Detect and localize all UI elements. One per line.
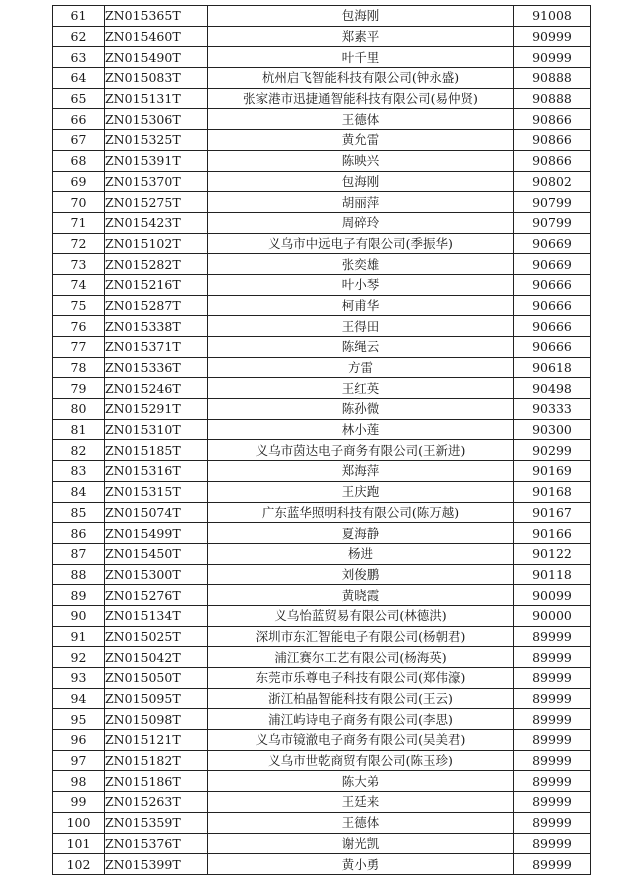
row-number: 65 xyxy=(53,88,105,109)
entry-score: 90666 xyxy=(514,337,591,358)
row-number: 80 xyxy=(53,399,105,420)
entry-score: 89999 xyxy=(514,647,591,668)
entry-code: ZN015310T xyxy=(105,419,208,440)
entry-code: ZN015460T xyxy=(105,26,208,47)
row-number: 92 xyxy=(53,647,105,668)
table-row xyxy=(53,585,591,606)
entry-code: ZN015182T xyxy=(105,750,208,771)
entry-score: 90166 xyxy=(514,523,591,544)
entry-code: ZN015376T xyxy=(105,833,208,854)
entry-score: 90118 xyxy=(514,564,591,585)
entry-code: ZN015371T xyxy=(105,337,208,358)
entrant-name: 义乌市世乾商贸有限公司(陈玉珍) xyxy=(208,750,514,771)
row-number: 62 xyxy=(53,26,105,47)
entry-score: 90669 xyxy=(514,233,591,254)
entry-score: 89999 xyxy=(514,750,591,771)
row-number: 71 xyxy=(53,212,105,233)
entry-score: 90799 xyxy=(514,192,591,213)
entry-code: ZN015050T xyxy=(105,668,208,689)
row-number: 102 xyxy=(53,854,105,875)
entry-code: ZN015042T xyxy=(105,647,208,668)
row-number: 84 xyxy=(53,481,105,502)
entrant-name: 东莞市乐尊电子科技有限公司(郑伟濠) xyxy=(208,668,514,689)
entrant-name: 广东蓝华照明科技有限公司(陈万越) xyxy=(208,502,514,523)
entry-score: 90866 xyxy=(514,109,591,130)
entrant-name: 郑素平 xyxy=(208,26,514,47)
entrant-name: 义乌市中远电子有限公司(季振华) xyxy=(208,233,514,254)
entrant-name: 王廷来 xyxy=(208,792,514,813)
table-row xyxy=(53,274,591,295)
entry-score: 90333 xyxy=(514,399,591,420)
entrant-name: 方雷 xyxy=(208,357,514,378)
entry-score: 90000 xyxy=(514,605,591,626)
entry-score: 90300 xyxy=(514,419,591,440)
entry-code: ZN015216T xyxy=(105,274,208,295)
table-row xyxy=(53,150,591,171)
entry-code: ZN015121T xyxy=(105,730,208,751)
entrant-name: 黄晓霞 xyxy=(208,585,514,606)
table-row xyxy=(53,709,591,730)
table-row xyxy=(53,730,591,751)
entry-score: 90099 xyxy=(514,585,591,606)
entrant-name: 林小莲 xyxy=(208,419,514,440)
row-number: 68 xyxy=(53,150,105,171)
row-number: 86 xyxy=(53,523,105,544)
table-row xyxy=(53,461,591,482)
row-number: 100 xyxy=(53,812,105,833)
entrant-name: 陈孙微 xyxy=(208,399,514,420)
entrant-name: 包海刚 xyxy=(208,171,514,192)
entry-score: 90866 xyxy=(514,150,591,171)
table-row xyxy=(53,502,591,523)
row-number: 95 xyxy=(53,709,105,730)
entry-code: ZN015300T xyxy=(105,564,208,585)
row-number: 78 xyxy=(53,357,105,378)
table-row xyxy=(53,68,591,89)
entry-code: ZN015315T xyxy=(105,481,208,502)
table-row xyxy=(53,750,591,771)
entry-code: ZN015185T xyxy=(105,440,208,461)
entry-code: ZN015131T xyxy=(105,88,208,109)
table-row xyxy=(53,523,591,544)
entry-score: 90618 xyxy=(514,357,591,378)
table-row xyxy=(53,357,591,378)
entry-code: ZN015282T xyxy=(105,254,208,275)
table-row xyxy=(53,626,591,647)
table-row xyxy=(53,212,591,233)
table-row xyxy=(53,192,591,213)
entrant-name: 叶小琴 xyxy=(208,274,514,295)
entry-code: ZN015025T xyxy=(105,626,208,647)
entrant-name: 黄小勇 xyxy=(208,854,514,875)
entrant-name: 王得田 xyxy=(208,316,514,337)
entry-code: ZN015095T xyxy=(105,688,208,709)
table-row xyxy=(53,233,591,254)
entrant-name: 陈大弟 xyxy=(208,771,514,792)
entry-code: ZN015186T xyxy=(105,771,208,792)
row-number: 91 xyxy=(53,626,105,647)
row-number: 77 xyxy=(53,337,105,358)
table-row xyxy=(53,399,591,420)
entry-code: ZN015338T xyxy=(105,316,208,337)
entry-code: ZN015399T xyxy=(105,854,208,875)
entry-code: ZN015391T xyxy=(105,150,208,171)
entry-code: ZN015450T xyxy=(105,543,208,564)
entrant-name: 陈映兴 xyxy=(208,150,514,171)
row-number: 97 xyxy=(53,750,105,771)
table-row xyxy=(53,316,591,337)
table-row xyxy=(53,130,591,151)
row-number: 79 xyxy=(53,378,105,399)
table-row xyxy=(53,171,591,192)
row-number: 61 xyxy=(53,6,105,27)
entry-code: ZN015490T xyxy=(105,47,208,68)
entrant-name: 陈绳云 xyxy=(208,337,514,358)
entry-score: 90666 xyxy=(514,295,591,316)
entrant-name: 柯甫华 xyxy=(208,295,514,316)
row-number: 94 xyxy=(53,688,105,709)
entrant-name: 杭州启飞智能科技有限公司(钟永盛) xyxy=(208,68,514,89)
row-number: 72 xyxy=(53,233,105,254)
table-row xyxy=(53,88,591,109)
entry-score: 90168 xyxy=(514,481,591,502)
entry-code: ZN015306T xyxy=(105,109,208,130)
entry-code: ZN015325T xyxy=(105,130,208,151)
entry-score: 89999 xyxy=(514,812,591,833)
entry-score: 90498 xyxy=(514,378,591,399)
table-row xyxy=(53,854,591,875)
table-row xyxy=(53,378,591,399)
entry-score: 89999 xyxy=(514,854,591,875)
entry-score: 90169 xyxy=(514,461,591,482)
table-row xyxy=(53,481,591,502)
entry-code: ZN015098T xyxy=(105,709,208,730)
row-number: 67 xyxy=(53,130,105,151)
row-number: 90 xyxy=(53,605,105,626)
row-number: 76 xyxy=(53,316,105,337)
table-row xyxy=(53,254,591,275)
ranking-table xyxy=(52,5,591,875)
table-row xyxy=(53,771,591,792)
entrant-name: 谢光凯 xyxy=(208,833,514,854)
row-number: 101 xyxy=(53,833,105,854)
entry-score: 89999 xyxy=(514,688,591,709)
entry-code: ZN015275T xyxy=(105,192,208,213)
entrant-name: 周碎玲 xyxy=(208,212,514,233)
row-number: 87 xyxy=(53,543,105,564)
row-number: 89 xyxy=(53,585,105,606)
table-row xyxy=(53,833,591,854)
table-row xyxy=(53,440,591,461)
entry-code: ZN015316T xyxy=(105,461,208,482)
entrant-name: 深圳市东汇智能电子有限公司(杨朝君) xyxy=(208,626,514,647)
entry-code: ZN015102T xyxy=(105,233,208,254)
entrant-name: 浦江屿诗电子商务有限公司(李思) xyxy=(208,709,514,730)
row-number: 70 xyxy=(53,192,105,213)
table-row xyxy=(53,543,591,564)
table-row xyxy=(53,47,591,68)
row-number: 75 xyxy=(53,295,105,316)
entry-code: ZN015134T xyxy=(105,605,208,626)
table-row xyxy=(53,109,591,130)
entrant-name: 黄允雷 xyxy=(208,130,514,151)
entry-code: ZN015370T xyxy=(105,171,208,192)
row-number: 81 xyxy=(53,419,105,440)
entrant-name: 郑海萍 xyxy=(208,461,514,482)
row-number: 83 xyxy=(53,461,105,482)
entrant-name: 王德体 xyxy=(208,812,514,833)
row-number: 63 xyxy=(53,47,105,68)
entrant-name: 张奕雄 xyxy=(208,254,514,275)
entry-score: 90866 xyxy=(514,130,591,151)
table-row xyxy=(53,688,591,709)
entry-score: 89999 xyxy=(514,771,591,792)
entry-score: 89999 xyxy=(514,709,591,730)
entry-score: 90666 xyxy=(514,274,591,295)
entrant-name: 义乌市镜澈电子商务有限公司(吴美君) xyxy=(208,730,514,751)
entrant-name: 义乌怡蓝贸易有限公司(林德洪) xyxy=(208,605,514,626)
entry-code: ZN015291T xyxy=(105,399,208,420)
entry-code: ZN015263T xyxy=(105,792,208,813)
entry-code: ZN015074T xyxy=(105,502,208,523)
entrant-name: 夏海静 xyxy=(208,523,514,544)
entry-score: 90167 xyxy=(514,502,591,523)
row-number: 85 xyxy=(53,502,105,523)
entry-code: ZN015083T xyxy=(105,68,208,89)
table-row xyxy=(53,564,591,585)
entry-score: 90999 xyxy=(514,47,591,68)
entry-score: 89999 xyxy=(514,833,591,854)
entry-code: ZN015246T xyxy=(105,378,208,399)
entry-score: 90888 xyxy=(514,68,591,89)
entry-score: 90999 xyxy=(514,26,591,47)
entrant-name: 王庆跑 xyxy=(208,481,514,502)
entry-score: 90666 xyxy=(514,316,591,337)
row-number: 93 xyxy=(53,668,105,689)
entry-score: 91008 xyxy=(514,6,591,27)
table-row xyxy=(53,6,591,27)
entry-score: 89999 xyxy=(514,626,591,647)
table-row xyxy=(53,295,591,316)
entry-score: 90799 xyxy=(514,212,591,233)
entry-code: ZN015499T xyxy=(105,523,208,544)
entrant-name: 胡丽萍 xyxy=(208,192,514,213)
ranking-table-body xyxy=(53,6,591,875)
entry-score: 90299 xyxy=(514,440,591,461)
entrant-name: 杨进 xyxy=(208,543,514,564)
row-number: 98 xyxy=(53,771,105,792)
entry-code: ZN015423T xyxy=(105,212,208,233)
entrant-name: 包海刚 xyxy=(208,6,514,27)
row-number: 66 xyxy=(53,109,105,130)
row-number: 88 xyxy=(53,564,105,585)
entry-score: 90669 xyxy=(514,254,591,275)
table-row xyxy=(53,605,591,626)
entry-score: 89999 xyxy=(514,668,591,689)
entry-score: 89999 xyxy=(514,730,591,751)
table-row xyxy=(53,26,591,47)
row-number: 96 xyxy=(53,730,105,751)
table-row xyxy=(53,668,591,689)
table-row xyxy=(53,812,591,833)
table-row xyxy=(53,337,591,358)
entrant-name: 刘俊鹏 xyxy=(208,564,514,585)
entrant-name: 王红英 xyxy=(208,378,514,399)
entry-score: 90802 xyxy=(514,171,591,192)
entry-code: ZN015276T xyxy=(105,585,208,606)
row-number: 74 xyxy=(53,274,105,295)
table-row xyxy=(53,647,591,668)
row-number: 64 xyxy=(53,68,105,89)
row-number: 69 xyxy=(53,171,105,192)
entrant-name: 浙江柏晶智能科技有限公司(王云) xyxy=(208,688,514,709)
entrant-name: 义乌市茵达电子商务有限公司(王新进) xyxy=(208,440,514,461)
entry-score: 89999 xyxy=(514,792,591,813)
entry-code: ZN015336T xyxy=(105,357,208,378)
entrant-name: 王德体 xyxy=(208,109,514,130)
row-number: 73 xyxy=(53,254,105,275)
entrant-name: 浦江赛尔工艺有限公司(杨海英) xyxy=(208,647,514,668)
entrant-name: 叶千里 xyxy=(208,47,514,68)
entrant-name: 张家港市迅捷通智能科技有限公司(易仲贤) xyxy=(208,88,514,109)
table-row xyxy=(53,792,591,813)
entry-code: ZN015359T xyxy=(105,812,208,833)
entry-score: 90888 xyxy=(514,88,591,109)
row-number: 82 xyxy=(53,440,105,461)
table-row xyxy=(53,419,591,440)
row-number: 99 xyxy=(53,792,105,813)
entry-code: ZN015365T xyxy=(105,6,208,27)
entry-code: ZN015287T xyxy=(105,295,208,316)
entry-score: 90122 xyxy=(514,543,591,564)
